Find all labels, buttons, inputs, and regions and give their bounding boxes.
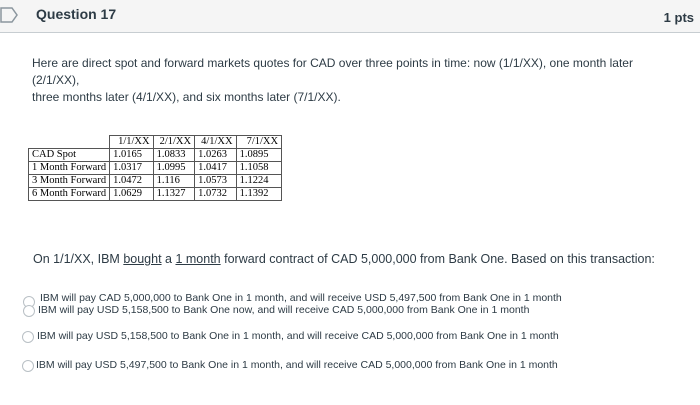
- stem-one-month: 1 month: [175, 252, 221, 266]
- table-header-cell: 1/1/XX: [110, 136, 154, 149]
- option-label-1[interactable]: IBM will pay CAD 5,000,000 to Bank One in 1 month, and will receive USD 5,497,500 from Bank One in 1 month: [40, 292, 562, 304]
- question-prompt: [32, 55, 682, 106]
- question-points: 1 pts: [663, 10, 694, 25]
- prompt-line-2: three months later (4/1/XX), and six months later (7/1/XX).: [32, 90, 341, 104]
- stem-text: On 1/1/XX, IBM: [33, 252, 124, 266]
- table-cell: 1.0317: [110, 162, 154, 175]
- table-cell: 1.0263: [195, 149, 237, 162]
- table-cell: 1.0165: [110, 149, 154, 162]
- table-header-cell: 4/1/XX: [195, 136, 237, 149]
- option-label-4[interactable]: IBM will pay USD 5,497,500 to Bank One in 1 month, and will receive CAD 5,000,000 from Bank One in 1 month: [36, 359, 558, 371]
- table-cell: 1.0995: [153, 162, 195, 175]
- option-radio-2[interactable]: [23, 305, 35, 317]
- table-header-row: [29, 136, 282, 149]
- table-cell: 1.0629: [110, 188, 154, 201]
- table-cell: 1.1392: [236, 188, 282, 201]
- table-cell: 1.0732: [195, 188, 237, 201]
- option-radio-3[interactable]: [22, 331, 34, 343]
- table-cell: 1.1327: [153, 188, 195, 201]
- option-radio-4[interactable]: [22, 360, 34, 372]
- question-stem: [33, 252, 673, 266]
- table-cell: 1.0573: [195, 175, 237, 188]
- question-title: Question 17: [36, 6, 117, 22]
- table-cell: 1.1224: [236, 175, 282, 188]
- table-row: [29, 162, 282, 175]
- quotes-table: [28, 135, 282, 201]
- table-row: [29, 149, 282, 162]
- table-cell: 1.1058: [236, 162, 282, 175]
- table-header-cell: 7/1/XX: [236, 136, 282, 149]
- row-label: 3 Month Forward: [29, 175, 110, 188]
- table-cell: 1.0472: [110, 175, 154, 188]
- row-label: 1 Month Forward: [29, 162, 110, 175]
- row-label: 6 Month Forward: [29, 188, 110, 201]
- prompt-line-1: Here are direct spot and forward markets quotes for CAD over three points in time: now (1/1/XX), one month later (2/1/XX),: [32, 56, 633, 87]
- table-row: [29, 175, 282, 188]
- table-cell: 1.0417: [195, 162, 237, 175]
- table-row: [29, 188, 282, 201]
- table-cell: 1.116: [153, 175, 195, 188]
- stem-text: forward contract of CAD 5,000,000 from Bank One. Based on this transaction:: [220, 252, 655, 266]
- flag-icon[interactable]: [0, 7, 18, 23]
- table-cell: 1.0895: [236, 149, 282, 162]
- table-cell: 1.0833: [153, 149, 195, 162]
- table-header-cell: 2/1/XX: [153, 136, 195, 149]
- stem-text: a: [161, 252, 176, 266]
- stem-bought: bought: [123, 252, 162, 266]
- row-label: CAD Spot: [29, 149, 110, 162]
- option-label-3[interactable]: IBM will pay USD 5,158,500 to Bank One in 1 month, and will receive CAD 5,000,000 from Bank One in 1 month: [37, 330, 559, 342]
- option-label-2[interactable]: IBM will pay USD 5,158,500 to Bank One now, and will receive CAD 5,000,000 from Bank One in 1 month: [38, 304, 530, 316]
- question-header: [0, 0, 700, 33]
